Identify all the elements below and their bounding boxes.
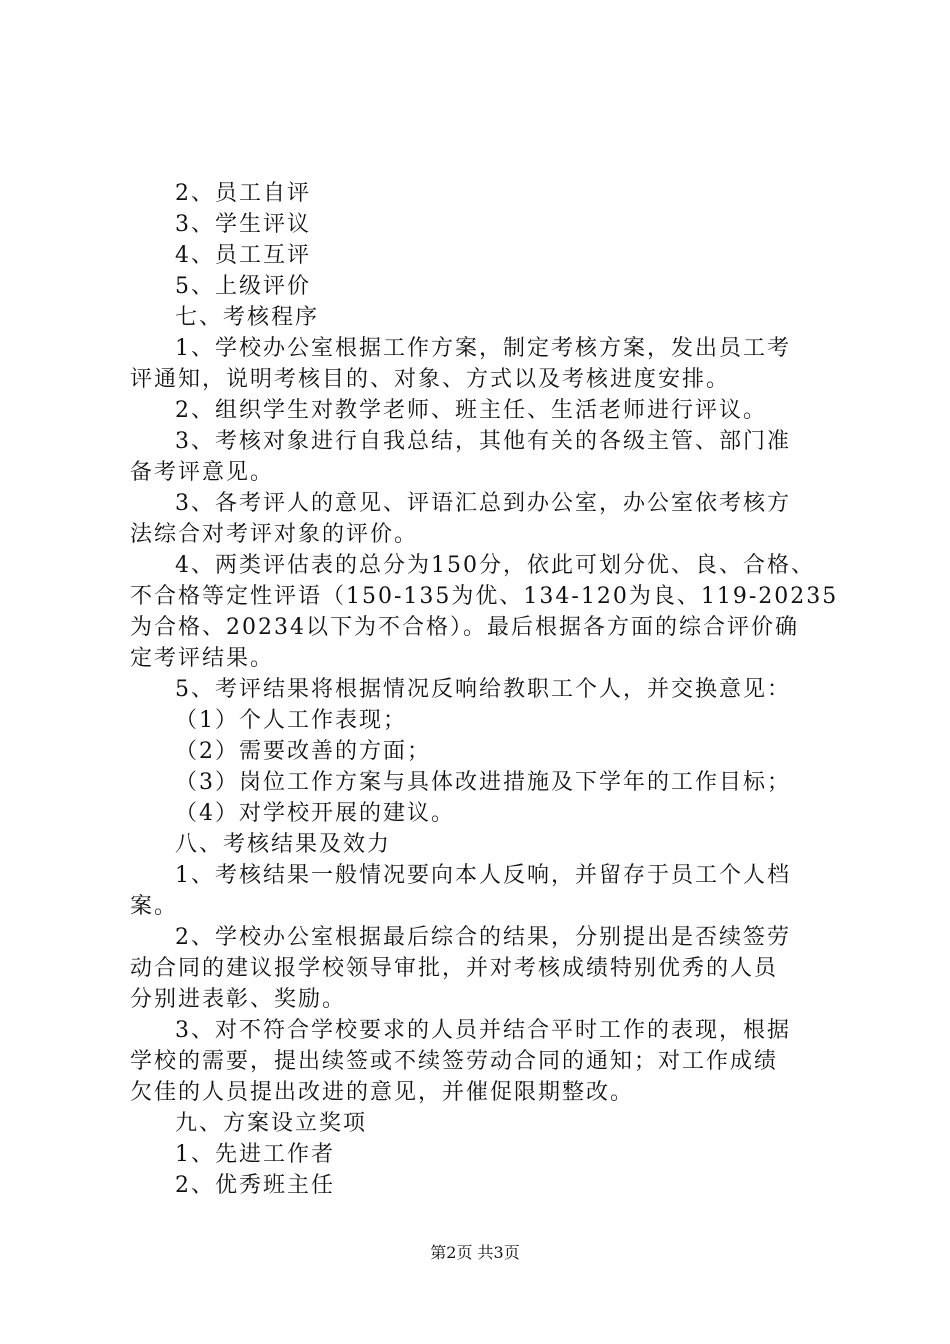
list-item: （1）个人工作表现； [175, 708, 407, 733]
list-item: 2、员工自评 [175, 181, 311, 206]
list-item: 1、先进工作者 [175, 1142, 335, 1167]
paragraph-line: 3、各考评人的意见、评语汇总到办公室，办公室依考核方 [175, 491, 791, 516]
list-item: 3、学生评议 [175, 212, 311, 237]
paragraph-line: 备考评意见。 [130, 460, 275, 485]
paragraph-line: 5、考评结果将根据情况反响给教职工个人，并交换意见： [175, 677, 791, 702]
paragraph-line: 案。 [130, 894, 179, 919]
paragraph-line: 2、组织学生对教学老师、班主任、生活老师进行评议。 [175, 398, 767, 423]
paragraph-line: 动合同的建议报学校领导审批，并对考核成绩特别优秀的人员 [130, 956, 779, 981]
section-heading: 九、方案设立奖项 [175, 1111, 368, 1136]
paragraph-line: 不合格等定性评语（150-135为优、134-120为良、119-20235 [130, 584, 839, 609]
paragraph-line: 1、考核结果一般情况要向本人反响，并留存于员工个人档 [175, 863, 791, 888]
list-item: 4、员工互评 [175, 243, 311, 268]
document-body [130, 178, 839, 1201]
paragraph-line: 3、对不符合学校要求的人员并结合平时工作的表现，根据 [175, 1018, 791, 1043]
paragraph-line: 欠佳的人员提出改进的意见，并催促限期整改。 [130, 1080, 635, 1105]
list-item: （2）需要改善的方面； [175, 739, 431, 764]
section-heading: 八、考核结果及效力 [175, 832, 392, 857]
list-item: （4）对学校开展的建议。 [175, 801, 455, 826]
paragraph-line: 学校的需要，提出续签或不续签劳动合同的通知；对工作成绩 [130, 1049, 779, 1074]
list-item: 2、优秀班主任 [175, 1173, 335, 1198]
paragraph-line: 分别进表彰、奖励。 [130, 987, 347, 1012]
page-number-footer: 第2页 共3页 [430, 1243, 520, 1262]
paragraph-line: 法综合对考评对象的评价。 [130, 522, 419, 547]
paragraph-line: 4、两类评估表的总分为150分，依此可划分优、良、合格、 [175, 553, 815, 578]
section-heading: 七、考核程序 [175, 305, 320, 330]
paragraph-line: 定考评结果。 [130, 646, 275, 671]
paragraph-line: 1、学校办公室根据工作方案，制定考核方案，发出员工考 [175, 336, 791, 361]
paragraph-line: 2、学校办公室根据最后综合的结果，分别提出是否续签劳 [175, 925, 791, 950]
paragraph-line: 为合格、20234以下为不合格）。最后根据各方面的综合评价确 [130, 615, 799, 640]
paragraph-line: 评通知，说明考核目的、对象、方式以及考核进度安排。 [130, 367, 731, 392]
paragraph-line: 3、考核对象进行自我总结，其他有关的各级主管、部门准 [175, 429, 791, 454]
list-item: 5、上级评价 [175, 274, 311, 299]
list-item: （3）岗位工作方案与具体改进措施及下学年的工作目标； [175, 770, 791, 795]
